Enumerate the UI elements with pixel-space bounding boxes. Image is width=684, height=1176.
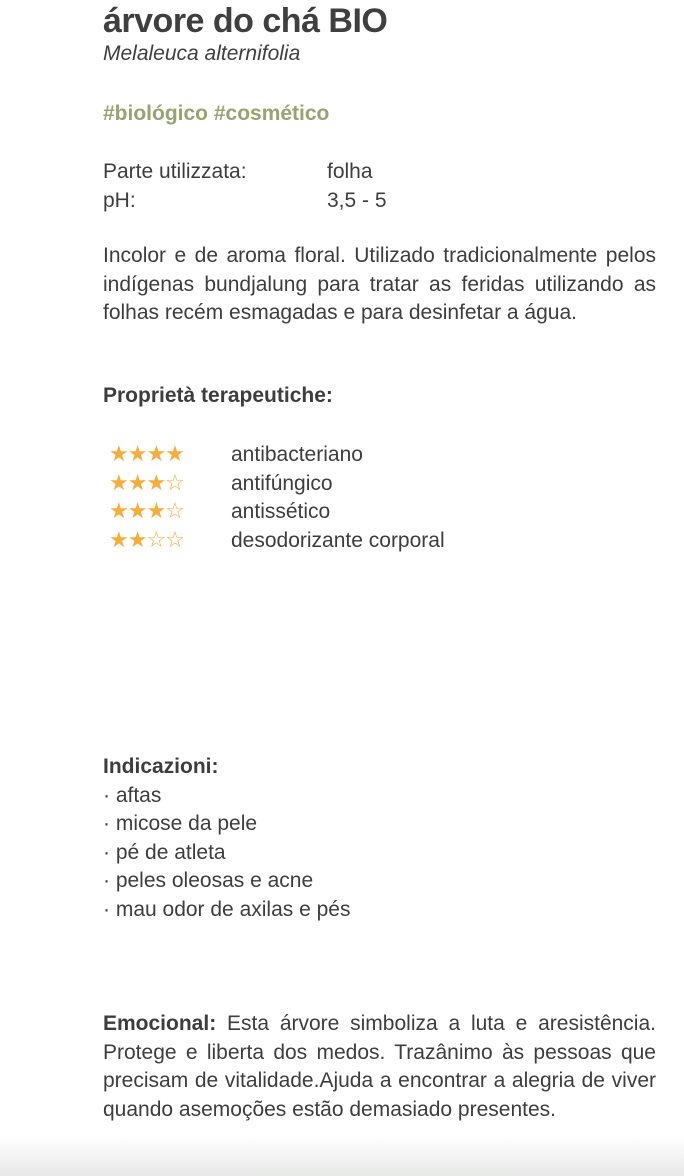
indications-heading: Indicazioni: (103, 755, 219, 778)
list-item: · micose da pele (103, 812, 258, 836)
star-rating-icon: ★★☆☆ (109, 527, 184, 553)
property-label: pH: (103, 189, 136, 212)
list-item: · peles oleosas e acne (103, 869, 314, 893)
product-title: árvore do chá BIO (103, 2, 388, 40)
rating-row (109, 441, 445, 470)
list-item: · pé de atleta (103, 840, 226, 864)
therapeutic-ratings (109, 441, 445, 555)
star-rating-icon: ★★★★ (109, 442, 184, 467)
star-rating-icon: ★★★☆ (109, 470, 184, 496)
property-label: Parte utilizzata: (103, 160, 247, 183)
property-row-part (103, 157, 387, 186)
indications-list (103, 753, 350, 925)
tags: #biológico #cosmético (103, 102, 330, 125)
properties-table (103, 157, 387, 215)
description: Incolor e de aroma floral. Utilizado tradicionalmente pelos indígenas bundjalung para tratar as feridas utilizando as folhas recém esmagadas e para desinfetar a água. (103, 244, 656, 325)
property-row-ph (103, 186, 387, 215)
rating-row (109, 470, 445, 499)
list-item: · mau odor de axilas e pés (103, 897, 351, 921)
list-item: · aftas (103, 783, 162, 807)
property-value: 3,5 - 5 (327, 189, 387, 212)
bottom-fade (0, 1136, 684, 1176)
star-rating-icon: ★★★☆ (109, 499, 184, 525)
rating-row (109, 527, 445, 556)
emotional-label: Emocional: (103, 1012, 217, 1035)
rating-row (109, 498, 445, 527)
rating-label: antissético (231, 500, 331, 524)
rating-label: antibacteriano (231, 443, 363, 466)
emotional-text: Esta árvore simboliza a luta e aresistência. Protege e liberta dos medos. Trazânimo às pessoas que precisam de vitalidade.Ajuda a encontrar a alegria de viver quando asemoções estão demasiado presentes. (103, 1012, 656, 1121)
latin-name: Melaleuca alternifolia (103, 42, 301, 65)
rating-label: desodorizante corporal (231, 528, 445, 552)
emotional-paragraph (103, 1010, 656, 1124)
rating-label: antifúngico (231, 471, 333, 495)
therapeutic-heading: Proprietà terapeutiche: (103, 384, 333, 407)
property-value: folha (327, 160, 373, 183)
